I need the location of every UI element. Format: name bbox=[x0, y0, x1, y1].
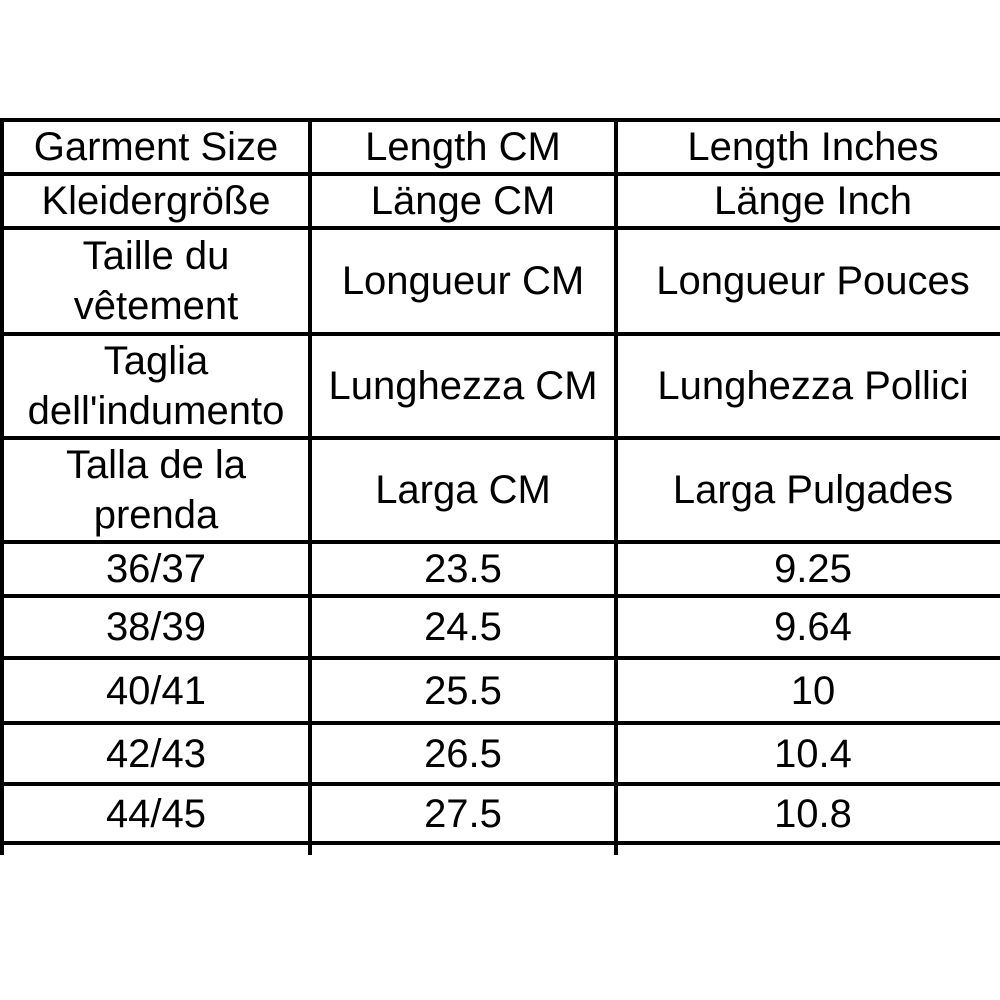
cell-size: 40/41 bbox=[2, 658, 310, 723]
header-cell-size-english: Garment Size bbox=[2, 120, 310, 174]
cell-size: 36/37 bbox=[2, 542, 310, 596]
header-row-english bbox=[2, 120, 1000, 174]
cell-size: 38/39 bbox=[2, 596, 310, 658]
cell-size: 44/45 bbox=[2, 784, 310, 843]
header-cell-size-french: Taille du vêtement bbox=[2, 228, 310, 334]
cell-length-inches: 10.8 bbox=[616, 784, 1000, 843]
header-cell-inches-english: Length Inches bbox=[616, 120, 1000, 174]
header-cell-size-italian: Taglia dell'indumento bbox=[2, 334, 310, 438]
data-row-42-43 bbox=[2, 723, 1000, 784]
cell-length-cm: 23.5 bbox=[310, 542, 616, 596]
header-cell-inches-french: Longueur Pouces bbox=[616, 228, 1000, 334]
data-row-40-41 bbox=[2, 658, 1000, 723]
size-chart bbox=[0, 118, 1000, 855]
header-row-italian bbox=[2, 334, 1000, 438]
header-cell-size-german: Kleidergröße bbox=[2, 174, 310, 228]
header-cell-cm-italian: Lunghezza CM bbox=[310, 334, 616, 438]
header-row-spanish bbox=[2, 438, 1000, 542]
cell-length-inches: 10.4 bbox=[616, 723, 1000, 784]
cell-length-inches: 9.64 bbox=[616, 596, 1000, 658]
cutoff-cell bbox=[310, 843, 616, 855]
header-cell-inches-spanish: Larga Pulgades bbox=[616, 438, 1000, 542]
cutoff-cell bbox=[616, 843, 1000, 855]
cell-length-inches: 10 bbox=[616, 658, 1000, 723]
cell-size: 42/43 bbox=[2, 723, 310, 784]
data-row-44-45 bbox=[2, 784, 1000, 843]
data-row-36-37 bbox=[2, 542, 1000, 596]
header-cell-size-spanish: Talla de la prenda bbox=[2, 438, 310, 542]
size-chart-table bbox=[0, 118, 1000, 855]
header-cell-cm-spanish: Larga CM bbox=[310, 438, 616, 542]
cell-length-inches: 9.25 bbox=[616, 542, 1000, 596]
cutoff-row-stub bbox=[2, 843, 1000, 855]
header-cell-inches-german: Länge Inch bbox=[616, 174, 1000, 228]
header-cell-cm-german: Länge CM bbox=[310, 174, 616, 228]
header-row-french bbox=[2, 228, 1000, 334]
cell-length-cm: 26.5 bbox=[310, 723, 616, 784]
header-cell-cm-english: Length CM bbox=[310, 120, 616, 174]
cell-length-cm: 24.5 bbox=[310, 596, 616, 658]
cell-length-cm: 25.5 bbox=[310, 658, 616, 723]
cutoff-cell bbox=[2, 843, 310, 855]
header-row-german bbox=[2, 174, 1000, 228]
data-row-38-39 bbox=[2, 596, 1000, 658]
header-cell-cm-french: Longueur CM bbox=[310, 228, 616, 334]
header-cell-inches-italian: Lunghezza Pollici bbox=[616, 334, 1000, 438]
cell-length-cm: 27.5 bbox=[310, 784, 616, 843]
